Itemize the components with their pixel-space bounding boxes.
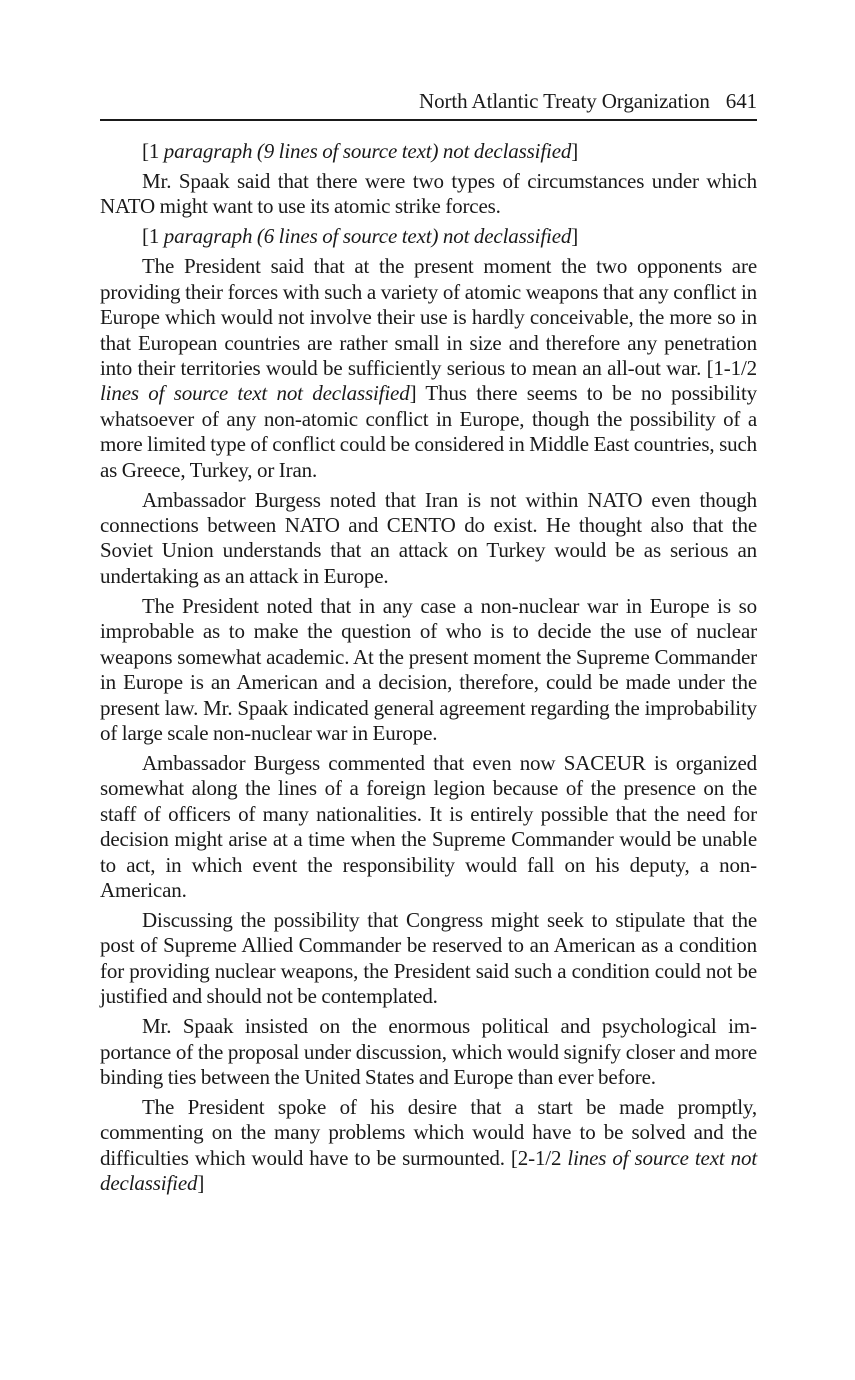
paragraph-congress-stipulate: Discussing the possibility that Congress might seek to stipulate that the post of Supreme Allied Commander be reserved to an American as a condition for providing nuclear weapons, the President said such a condition could not be justified and should not be contemplated. bbox=[100, 907, 757, 1009]
paragraph-spaak-importance: Mr. Spaak insisted on the enormous political and psychological importance of the proposal under discussion, which would signify closer and more binding ties between the United States and Europe than ever before. bbox=[100, 1014, 757, 1089]
text-segment: ] bbox=[197, 1171, 205, 1196]
bracket-open: [1 bbox=[142, 139, 164, 163]
redaction-text: paragraph (6 lines of source text) not declassified bbox=[163, 224, 572, 249]
redaction-text: lines of source text not declassified bbox=[100, 381, 410, 406]
text-segment: ] Thus there seems to be no possibility whatsoever of any non-atomic conflict in Europe, though the possibility of a more limited type of conflict could be considered in Middle East countries, such as Greece, Turkey, or Iran. bbox=[100, 381, 757, 482]
header-rule bbox=[100, 119, 757, 121]
paragraph-president-start bbox=[100, 1095, 757, 1197]
document-page bbox=[100, 88, 757, 1201]
redaction-text: lines of source text not declassified bbox=[100, 1145, 758, 1196]
paragraph-burgess-saceur: Ambassador Burgess commented that even now SACEUR is organized somewhat along the lines of a foreign legion because of the presence on the staff of officers of many nationalities. It is entirely possible that the need for decision might arise at a time when the Supreme Commander would be unable to act, in which event the responsibility would fall on his deputy, a non-American. bbox=[100, 750, 757, 902]
text-segment: The President spoke of his desire that a start be made promptly, commenting on the many problems which would have to be solved and the difficulties which would have to be surmounted. [2-1/2 bbox=[100, 1094, 757, 1170]
running-title: North Atlantic Treaty Organization bbox=[419, 89, 710, 113]
bracket-close: ] bbox=[571, 224, 579, 249]
paragraph-president-non-nuclear: The President noted that in any case a non-nuclear war in Europe is so improbable as to make the question of who is to decide the use of nuclear weapons somewhat academic. At the present moment the Supreme Commander in Europe is an American and a decision, therefore, could be made under the present law. Mr. Spaak indicated general agreement regarding the improbability of large scale non-nuclear war in Europe. bbox=[100, 593, 757, 745]
paragraph-burgess-iran: Ambassador Burgess noted that Iran is not within NATO even though connections between NATO and CENTO do exist. He thought also that the Soviet Union understands that an attack on Turkey would be as serious an undertaking as an attack in Europe. bbox=[100, 487, 757, 588]
text-segment: The President said that at the present moment the two opponents are providing their forces with such a variety of atomic weapons that any conflict in Europe which would not involve their use is hardly conceivable, the more so in that European countries are rather small in size and therefore any penetration into their territories would be sufficiently serious to mean an all-out war. [1-1/2 bbox=[100, 254, 757, 381]
redaction-note-1 bbox=[100, 139, 757, 164]
redaction-text: paragraph (9 lines of source text) not declassified bbox=[163, 139, 572, 163]
page-number: 641 bbox=[725, 89, 757, 113]
paragraph-president-atomic-weapons bbox=[100, 254, 757, 483]
redaction-note-2 bbox=[100, 224, 757, 249]
bracket-close: ] bbox=[571, 139, 579, 163]
bracket-open: [1 bbox=[142, 224, 164, 249]
paragraph-spaak-circumstances: Mr. Spaak said that there were two types of circumstances under which NATO might want to use its atomic strike forces. bbox=[100, 169, 757, 219]
running-header bbox=[100, 88, 757, 116]
